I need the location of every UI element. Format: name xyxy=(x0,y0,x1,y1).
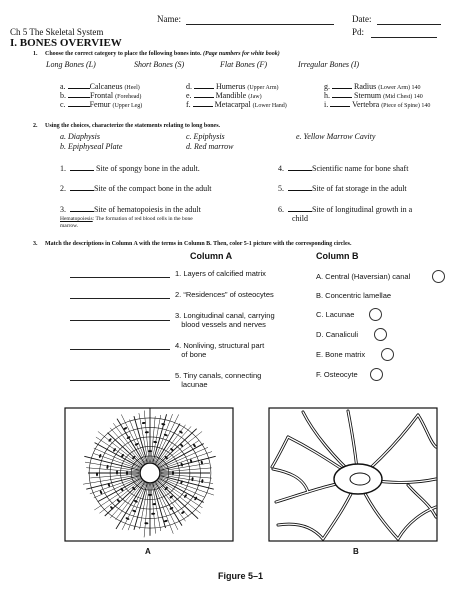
q2-number: 2. xyxy=(33,123,38,129)
q1-item-g: g. Radius (Lower Arm) 140 xyxy=(324,82,421,91)
q2-statement-3: 3. Site of hematopoiesis in the adult xyxy=(60,205,201,214)
pd-label: Pd: xyxy=(352,27,365,37)
column-a-answer-line-3[interactable] xyxy=(70,320,170,321)
date-label: Date: xyxy=(352,14,372,24)
column-a-item-5: 5. Tiny canals, connecting lacunae xyxy=(175,371,262,389)
answer-blank[interactable] xyxy=(68,88,90,89)
date-field[interactable] xyxy=(377,24,441,25)
color-circle-e[interactable] xyxy=(381,348,394,361)
central-canal-shape xyxy=(140,463,160,483)
q1-category-long: Long Bones (L) xyxy=(46,60,96,69)
column-b-title: Column B xyxy=(316,251,359,261)
q1-item-i: i. Vertebra (Piece of Spine) 140 xyxy=(324,100,431,109)
q2-choice-d: d. Red marrow xyxy=(186,142,234,151)
q1-instruction: Choose the correct category to place the following bones into. (Page numbers for white book) xyxy=(45,51,280,57)
q2-choice-e: e. Yellow Marrow Cavity xyxy=(296,132,376,141)
answer-blank[interactable] xyxy=(68,97,90,98)
answer-blank[interactable] xyxy=(193,106,213,107)
answer-blank[interactable] xyxy=(288,190,312,191)
q2-instruction: Using the choices, characterize the statements relating to long bones. xyxy=(45,123,221,129)
q2-statement-5: 5. Site of fat storage in the adult xyxy=(278,184,407,193)
column-a-answer-line-5[interactable] xyxy=(70,380,170,381)
column-a-item-4: 4. Nonliving, structural part of bone xyxy=(175,341,265,359)
answer-blank[interactable] xyxy=(332,88,352,89)
color-circle-f[interactable] xyxy=(370,368,383,381)
answer-blank[interactable] xyxy=(332,97,352,98)
answer-blank[interactable] xyxy=(70,170,94,171)
osteocyte-nucleus-shape xyxy=(350,473,370,485)
answer-blank[interactable] xyxy=(70,211,94,212)
lacuna-mark xyxy=(172,471,174,475)
q1-item-e: e. Mandible (Jaw) xyxy=(186,91,262,100)
figure-b-label: B xyxy=(353,547,359,556)
figure-caption: Figure 5–1 xyxy=(218,571,264,581)
q2-statement-6-cont: child xyxy=(292,214,308,223)
q1-item-h: h. Sternum (Mid Chest) 140 xyxy=(324,91,423,100)
answer-blank[interactable] xyxy=(68,106,90,107)
q2-statement-2: 2. Site of the compact bone in the adult xyxy=(60,184,212,193)
column-a-item-1: 1. Layers of calcified matrix xyxy=(175,269,266,278)
q1-item-c: c. Femur (Upper Leg) xyxy=(60,100,143,109)
figure-a-label: A xyxy=(145,547,151,556)
column-a-title: Column A xyxy=(190,251,233,261)
q1-number: 1. xyxy=(33,51,38,57)
column-b-item-d: D. Canaliculi xyxy=(316,330,359,339)
figure-b-osteocyte-illustration[interactable] xyxy=(268,407,438,542)
lacuna-mark xyxy=(126,471,128,475)
period-field[interactable] xyxy=(371,37,437,38)
answer-blank[interactable] xyxy=(288,170,312,171)
q3-number: 3. xyxy=(33,241,38,247)
color-circle-d[interactable] xyxy=(374,328,387,341)
q1-item-f: f. Metacarpal (Lower Hand) xyxy=(186,100,287,109)
hematopoiesis-footnote: Hematopoiesis: The formation of red blood cells in the bone marrow. xyxy=(60,216,193,229)
column-a-answer-line-4[interactable] xyxy=(70,349,170,350)
answer-blank[interactable] xyxy=(330,106,350,107)
answer-blank[interactable] xyxy=(70,190,94,191)
q2-choice-b: b. Epiphyseal Plate xyxy=(60,142,123,151)
q2-statement-6: 6. Site of longitudinal growth in a xyxy=(278,205,413,214)
column-b-item-f: F. Osteocyte xyxy=(316,370,358,379)
q1-item-a: a. Calcaneus (Heel) xyxy=(60,82,140,91)
column-b-item-a: A. Central (Haversian) canal xyxy=(316,272,411,281)
column-a-item-3: 3. Longitudinal canal, carrying blood vessels and nerves xyxy=(175,311,275,329)
q3-instruction: Match the descriptions in Column A with the terms in Column B. Then, color 5-1 picture with the corresponding circles. xyxy=(45,241,352,247)
figure-a-osteon-illustration[interactable] xyxy=(64,407,234,542)
q1-category-flat: Flat Bones (F) xyxy=(220,60,268,69)
answer-blank[interactable] xyxy=(194,97,214,98)
column-a-answer-line-2[interactable] xyxy=(70,298,170,299)
name-field[interactable] xyxy=(186,24,334,25)
section-title: I. BONES OVERVIEW xyxy=(10,37,122,49)
column-a-item-2: 2. “Residences” of osteocytes xyxy=(175,290,274,299)
q1-category-short: Short Bones (S) xyxy=(134,60,185,69)
column-b-item-e: E. Bone matrix xyxy=(316,350,366,359)
q1-item-d: d. Humerus (Upper Arm) xyxy=(186,82,279,91)
q2-statement-4: 4. Scientific name for bone shaft xyxy=(278,164,409,173)
q2-choice-a: a. Diaphysis xyxy=(60,132,100,141)
q2-statement-1: 1. Site of spongy bone in the adult. xyxy=(60,164,200,173)
column-a-answer-line-1[interactable] xyxy=(70,277,170,278)
column-b-item-c: C. Lacunae xyxy=(316,310,355,319)
course-title: Ch 5 The Skeletal System xyxy=(10,27,104,37)
answer-blank[interactable] xyxy=(194,88,214,89)
lacuna-mark xyxy=(148,494,152,496)
color-circle-a[interactable] xyxy=(432,270,445,283)
q1-item-b: b. Frontal (Forehead) xyxy=(60,91,142,100)
answer-blank[interactable] xyxy=(288,211,312,212)
column-b-item-b: B. Concentric lamellae xyxy=(316,291,392,300)
name-label: Name: xyxy=(157,14,181,24)
q2-choice-c: c. Epiphysis xyxy=(186,132,225,141)
color-circle-c[interactable] xyxy=(369,308,382,321)
q1-category-irregular: Irregular Bones (I) xyxy=(298,60,360,69)
lacuna-mark xyxy=(148,450,152,452)
